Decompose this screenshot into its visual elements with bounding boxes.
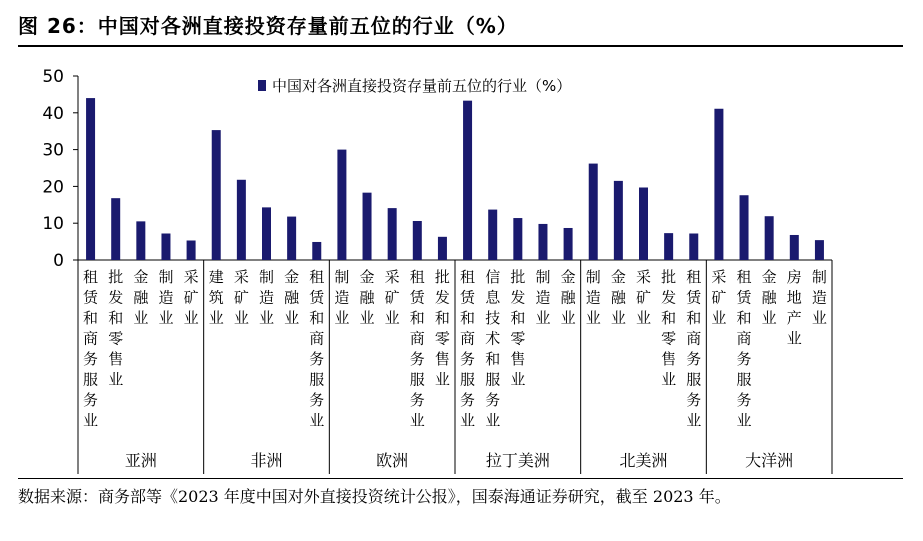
bar	[136, 221, 145, 260]
bar	[639, 188, 648, 260]
bar	[664, 233, 673, 260]
bar	[513, 218, 522, 260]
x-category-label: 金融业	[359, 268, 375, 327]
bar	[212, 130, 221, 260]
x-category-label: 制造业	[535, 268, 551, 327]
bar	[740, 195, 749, 260]
x-category-label: 批发和零售业	[434, 268, 450, 389]
x-category-label: 采矿业	[233, 268, 249, 327]
x-category-label: 制造业	[158, 268, 174, 327]
bar	[463, 101, 472, 260]
x-category-label: 制造业	[811, 268, 827, 327]
x-category-label: 金融业	[761, 268, 777, 327]
x-category-label: 建筑业	[208, 268, 224, 327]
x-group-label: 北美洲	[619, 451, 668, 470]
bar	[337, 150, 346, 260]
x-category-label: 采矿业	[183, 268, 199, 327]
bar	[413, 221, 422, 260]
x-category-label: 金融业	[133, 268, 149, 327]
bar	[312, 242, 321, 260]
x-category-label: 采矿业	[711, 268, 727, 327]
x-category-label: 信息技术和服务业	[485, 268, 501, 430]
x-category-label: 租赁和商务服务业	[686, 268, 702, 430]
bar	[187, 240, 196, 260]
y-tick-label: 10	[42, 214, 64, 235]
bar	[614, 181, 623, 260]
y-tick-label: 30	[42, 140, 64, 161]
y-tick-label: 0	[53, 251, 64, 271]
x-group-label: 非洲	[250, 451, 283, 470]
bar	[86, 98, 95, 260]
bar	[589, 164, 598, 260]
x-category-label: 批发和零售业	[108, 268, 124, 389]
bar	[388, 208, 397, 260]
bar	[161, 234, 170, 260]
bar	[714, 109, 723, 260]
x-group-label: 大洋洲	[745, 451, 794, 470]
legend-label: 中国对各洲直接投资存量前五位的行业（%）	[272, 77, 572, 95]
source-rule	[18, 478, 903, 479]
bar	[538, 224, 547, 260]
bar	[790, 235, 799, 260]
bar	[363, 193, 372, 260]
bar	[815, 240, 824, 260]
x-category-label: 租赁和商务服务业	[83, 268, 99, 430]
x-category-label: 批发和零售业	[661, 268, 677, 389]
bar	[689, 234, 698, 260]
y-tick-label: 20	[42, 177, 64, 198]
bar	[438, 237, 447, 260]
x-group-label: 欧洲	[376, 451, 409, 470]
x-category-label: 租赁和商务服务业	[460, 268, 476, 430]
x-category-label: 制造业	[258, 268, 275, 327]
x-category-label: 制造业	[585, 268, 601, 327]
x-category-label: 租赁和商务服务业	[736, 268, 752, 430]
x-category-label: 租赁和商务服务业	[409, 268, 425, 430]
bar	[237, 180, 246, 260]
x-category-label: 批发和零售业	[510, 268, 526, 389]
x-category-label: 金融业	[560, 268, 576, 327]
bar	[564, 228, 573, 260]
x-group-label: 拉丁美洲	[485, 451, 550, 470]
bar	[488, 210, 497, 260]
bar	[111, 198, 120, 260]
x-category-label: 金融业	[610, 268, 626, 327]
bar	[287, 217, 296, 260]
source-note: 数据来源：商务部等《2023 年度中国对外直接投资统计公报》，国泰海通证券研究，截至 2023 年。	[18, 487, 731, 506]
x-category-label: 采矿业	[384, 268, 400, 327]
y-tick-label: 40	[42, 103, 64, 124]
legend-swatch	[258, 80, 266, 91]
x-category-label: 金融业	[284, 268, 300, 327]
bar	[262, 207, 271, 260]
x-category-label: 房地产业	[786, 268, 802, 348]
y-tick-label: 50	[42, 67, 64, 87]
x-group-label: 亚洲	[124, 451, 157, 470]
figure-title: 图 26：中国对各洲直接投资存量前五位的行业（%）	[18, 14, 518, 38]
x-category-label: 采矿业	[635, 268, 652, 327]
bar	[765, 216, 774, 260]
x-category-label: 制造业	[334, 268, 350, 327]
x-category-label: 租赁和商务服务业	[309, 268, 325, 430]
